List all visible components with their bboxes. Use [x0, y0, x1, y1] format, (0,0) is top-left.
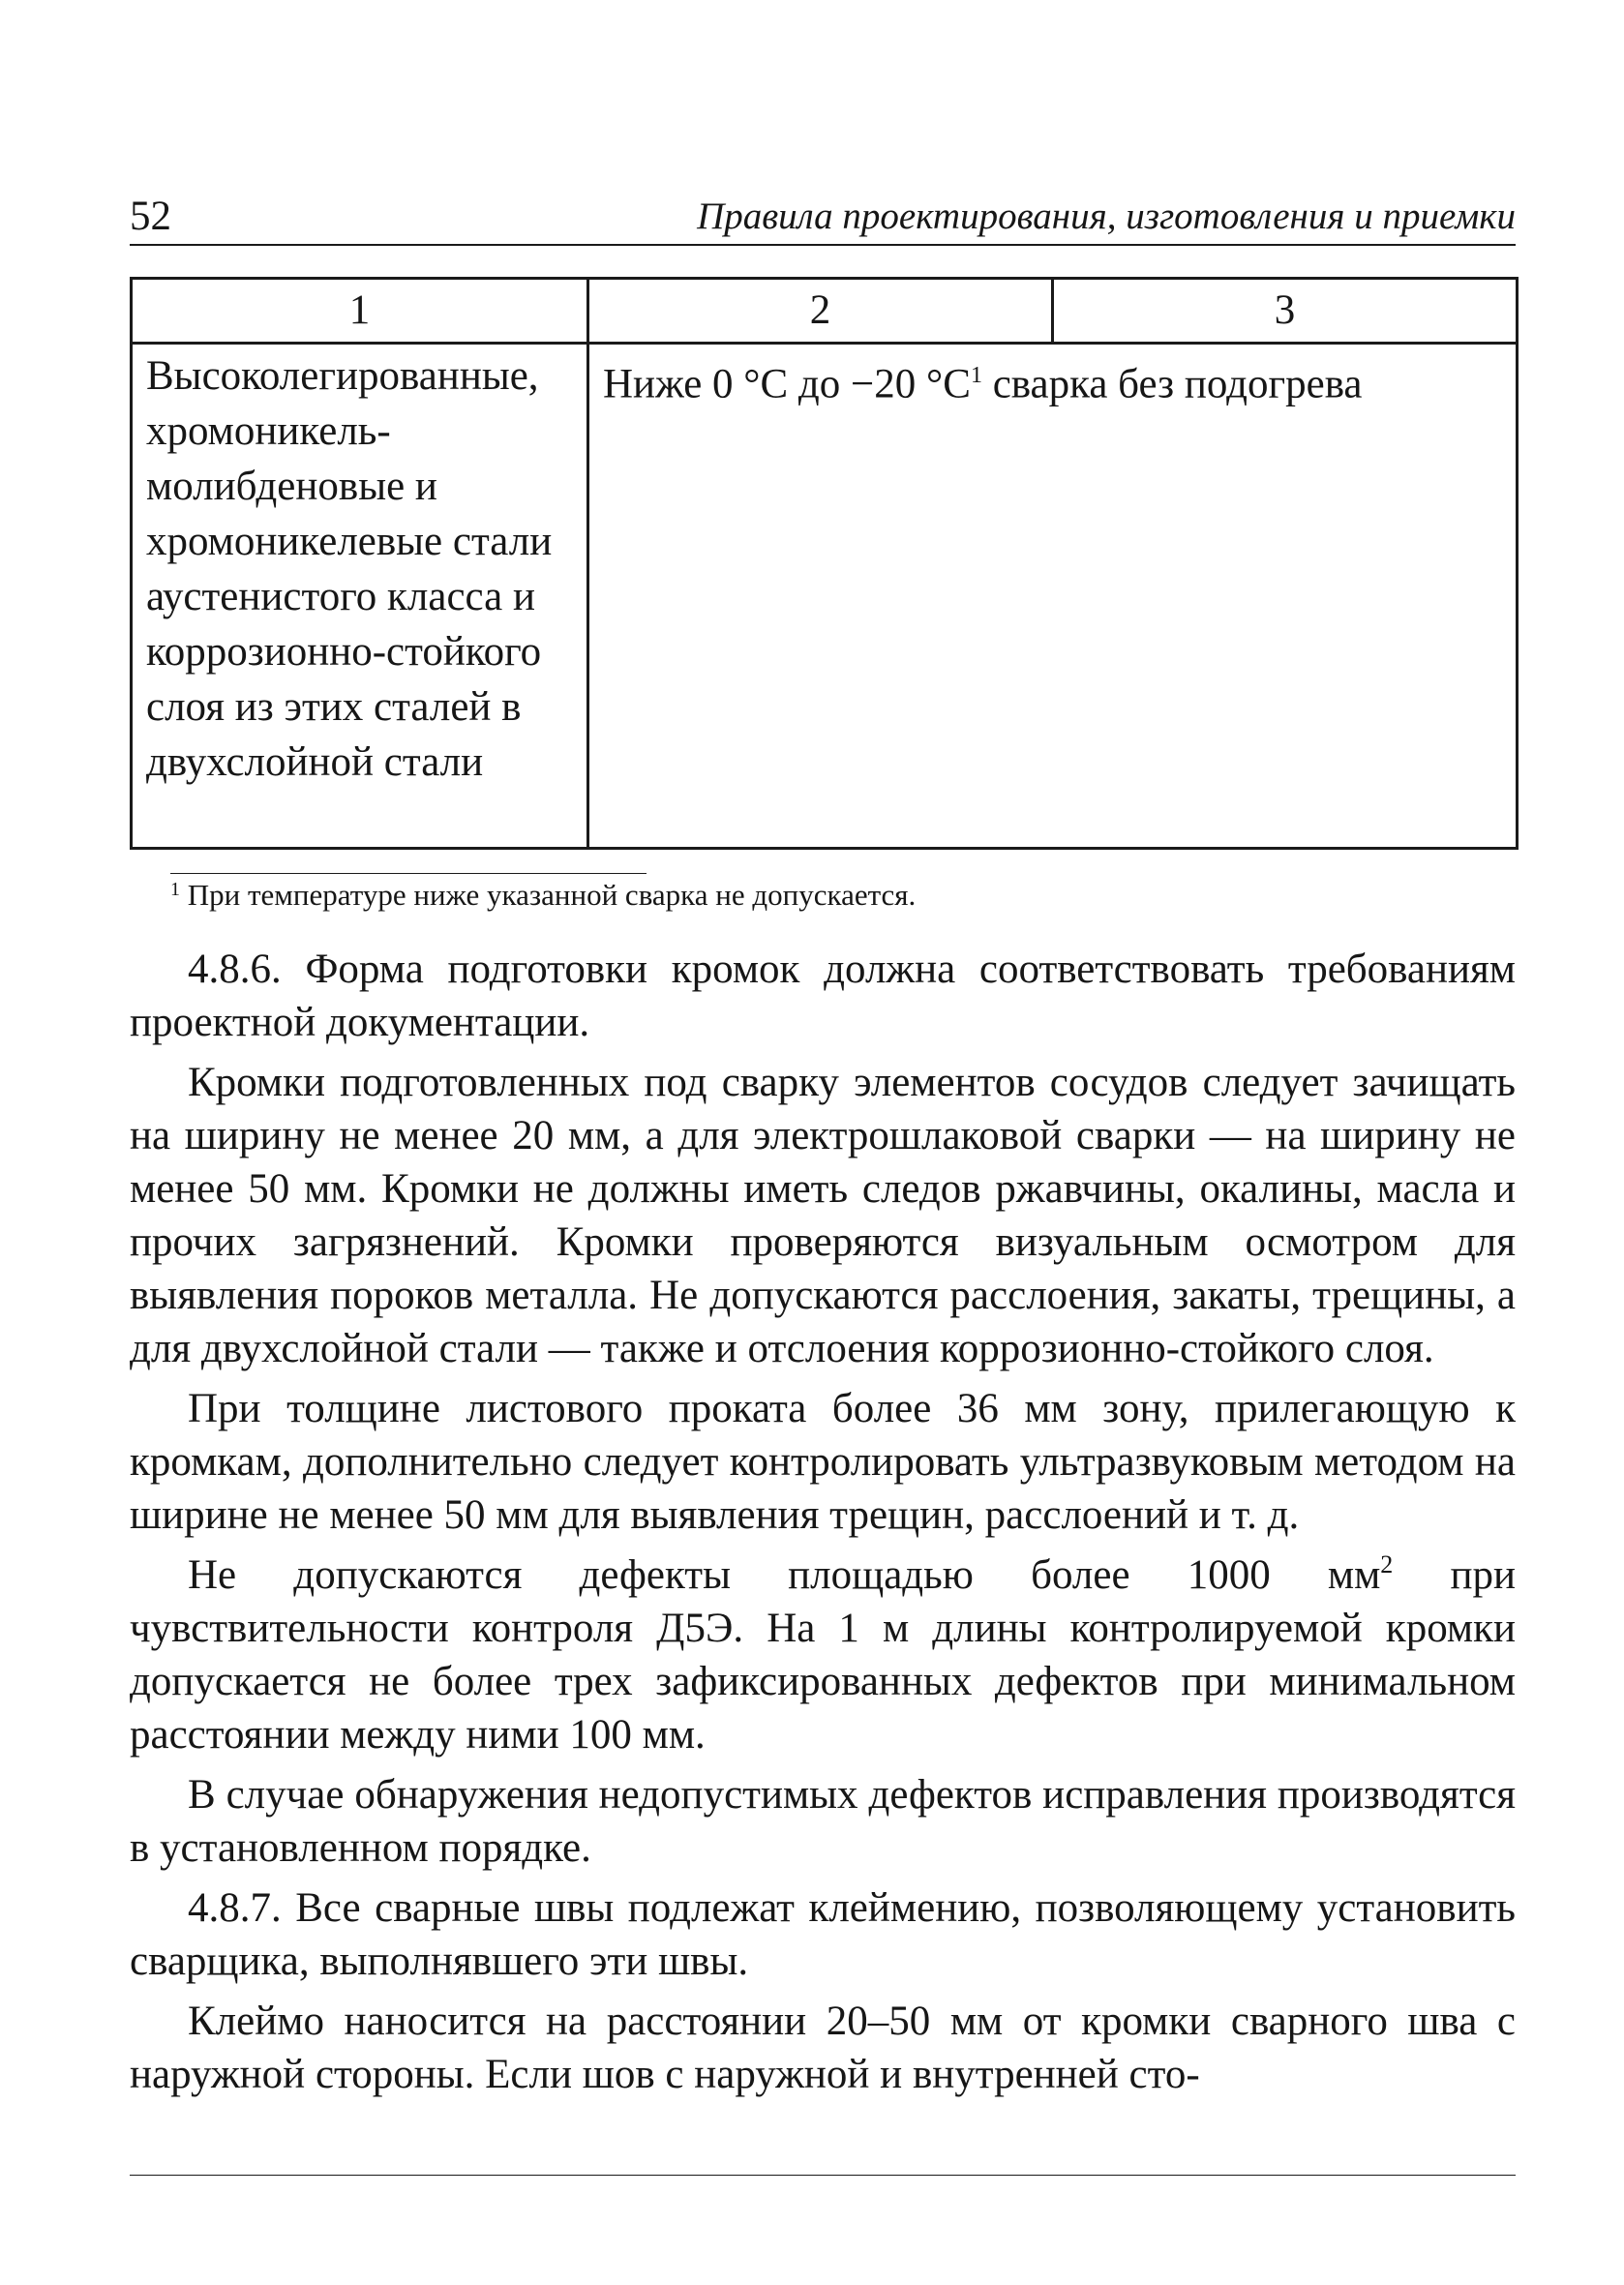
condition-footnote-marker: 1: [970, 363, 982, 388]
page-number: 52: [130, 194, 171, 239]
material-text: Высоколегированные, хромоникель-молибденовые и хромоникелевые стали аустенистого класса и коррозионно-стойкого слоя из этих сталей в двухслойной стали: [146, 353, 553, 785]
page-header: [130, 190, 1516, 246]
footnote-marker: 1: [170, 879, 180, 900]
column-number-1: 1: [132, 279, 588, 344]
paragraph-4-8-7: 4.8.7. Все сварные швы подлежат клеймению, позволяющему установить сварщика, выполнявшего эти швы.: [130, 1885, 1516, 1984]
square-superscript: 2: [1380, 1550, 1394, 1578]
paragraph-stamp: Клеймо наносится на расстоянии 20–50 мм от кромки сварного шва с наружной стороны. Если шов с наружной и внутренней сто-: [130, 1999, 1516, 2097]
welding-conditions-table: [130, 277, 1519, 850]
running-title: Правила проектирования, изготовления и приемки: [697, 195, 1516, 237]
body-text: [130, 943, 1516, 2108]
table-header-row: [132, 279, 1518, 344]
defects-text-after: при чувствительности контроля Д5Э. На 1 м длины контролируемой кромки допускается не более трех зафиксированных дефектов при минимальном расстоянии между ними 100 мм.: [130, 1552, 1516, 1758]
footnote-divider: [170, 873, 647, 874]
paragraph-defects: [130, 1548, 1516, 1761]
condition-suffix: сварка без подогрева: [981, 361, 1363, 407]
paragraph-4-8-6: 4.8.6. Форма подготовки кромок должна соответствовать требованиям проектной документации.: [130, 947, 1516, 1045]
paragraph-ultrasonic-control: При толщине листового проката более 36 мм зону, прилегающую к кромкам, дополнительно следует контролировать ультразвуковым методом на ширине не менее 50 мм для выявления трещин, расслоений и т. д.: [130, 1386, 1516, 1538]
paragraph-corrections: В случае обнаружения недопустимых дефектов исправления производятся в установленном порядке.: [130, 1772, 1516, 1871]
column-number-2: 2: [588, 279, 1053, 344]
condition-text: Ниже 0 °С до −20 °С: [603, 361, 971, 407]
material-cell: [132, 344, 588, 849]
footnote: [170, 875, 916, 916]
bottom-divider: [130, 2175, 1516, 2176]
column-number-3: 3: [1053, 279, 1518, 344]
paragraph-edge-cleaning: Кромки подготовленных под сварку элементов сосудов следует зачищать на ширину не менее 20 мм, а для электрошлаковой сварки — на ширину не менее 50 мм. Кромки не должны иметь следов ржавчины, окалины, масла и прочих загрязнений. Кромки проверяются визуальным осмотром для выявления пороков металла. Не допускаются расслоения, закаты, трещины, а для двухслойной стали — также и отслоения коррозионно-стойкого слоя.: [130, 1060, 1516, 1371]
footnote-text: При температуре ниже указанной сварка не допускается.: [180, 878, 917, 912]
table-row: [132, 344, 1518, 849]
defects-text-before: Не допускаются дефекты площадью более 1000 мм: [188, 1552, 1381, 1598]
condition-cell: [588, 344, 1518, 849]
